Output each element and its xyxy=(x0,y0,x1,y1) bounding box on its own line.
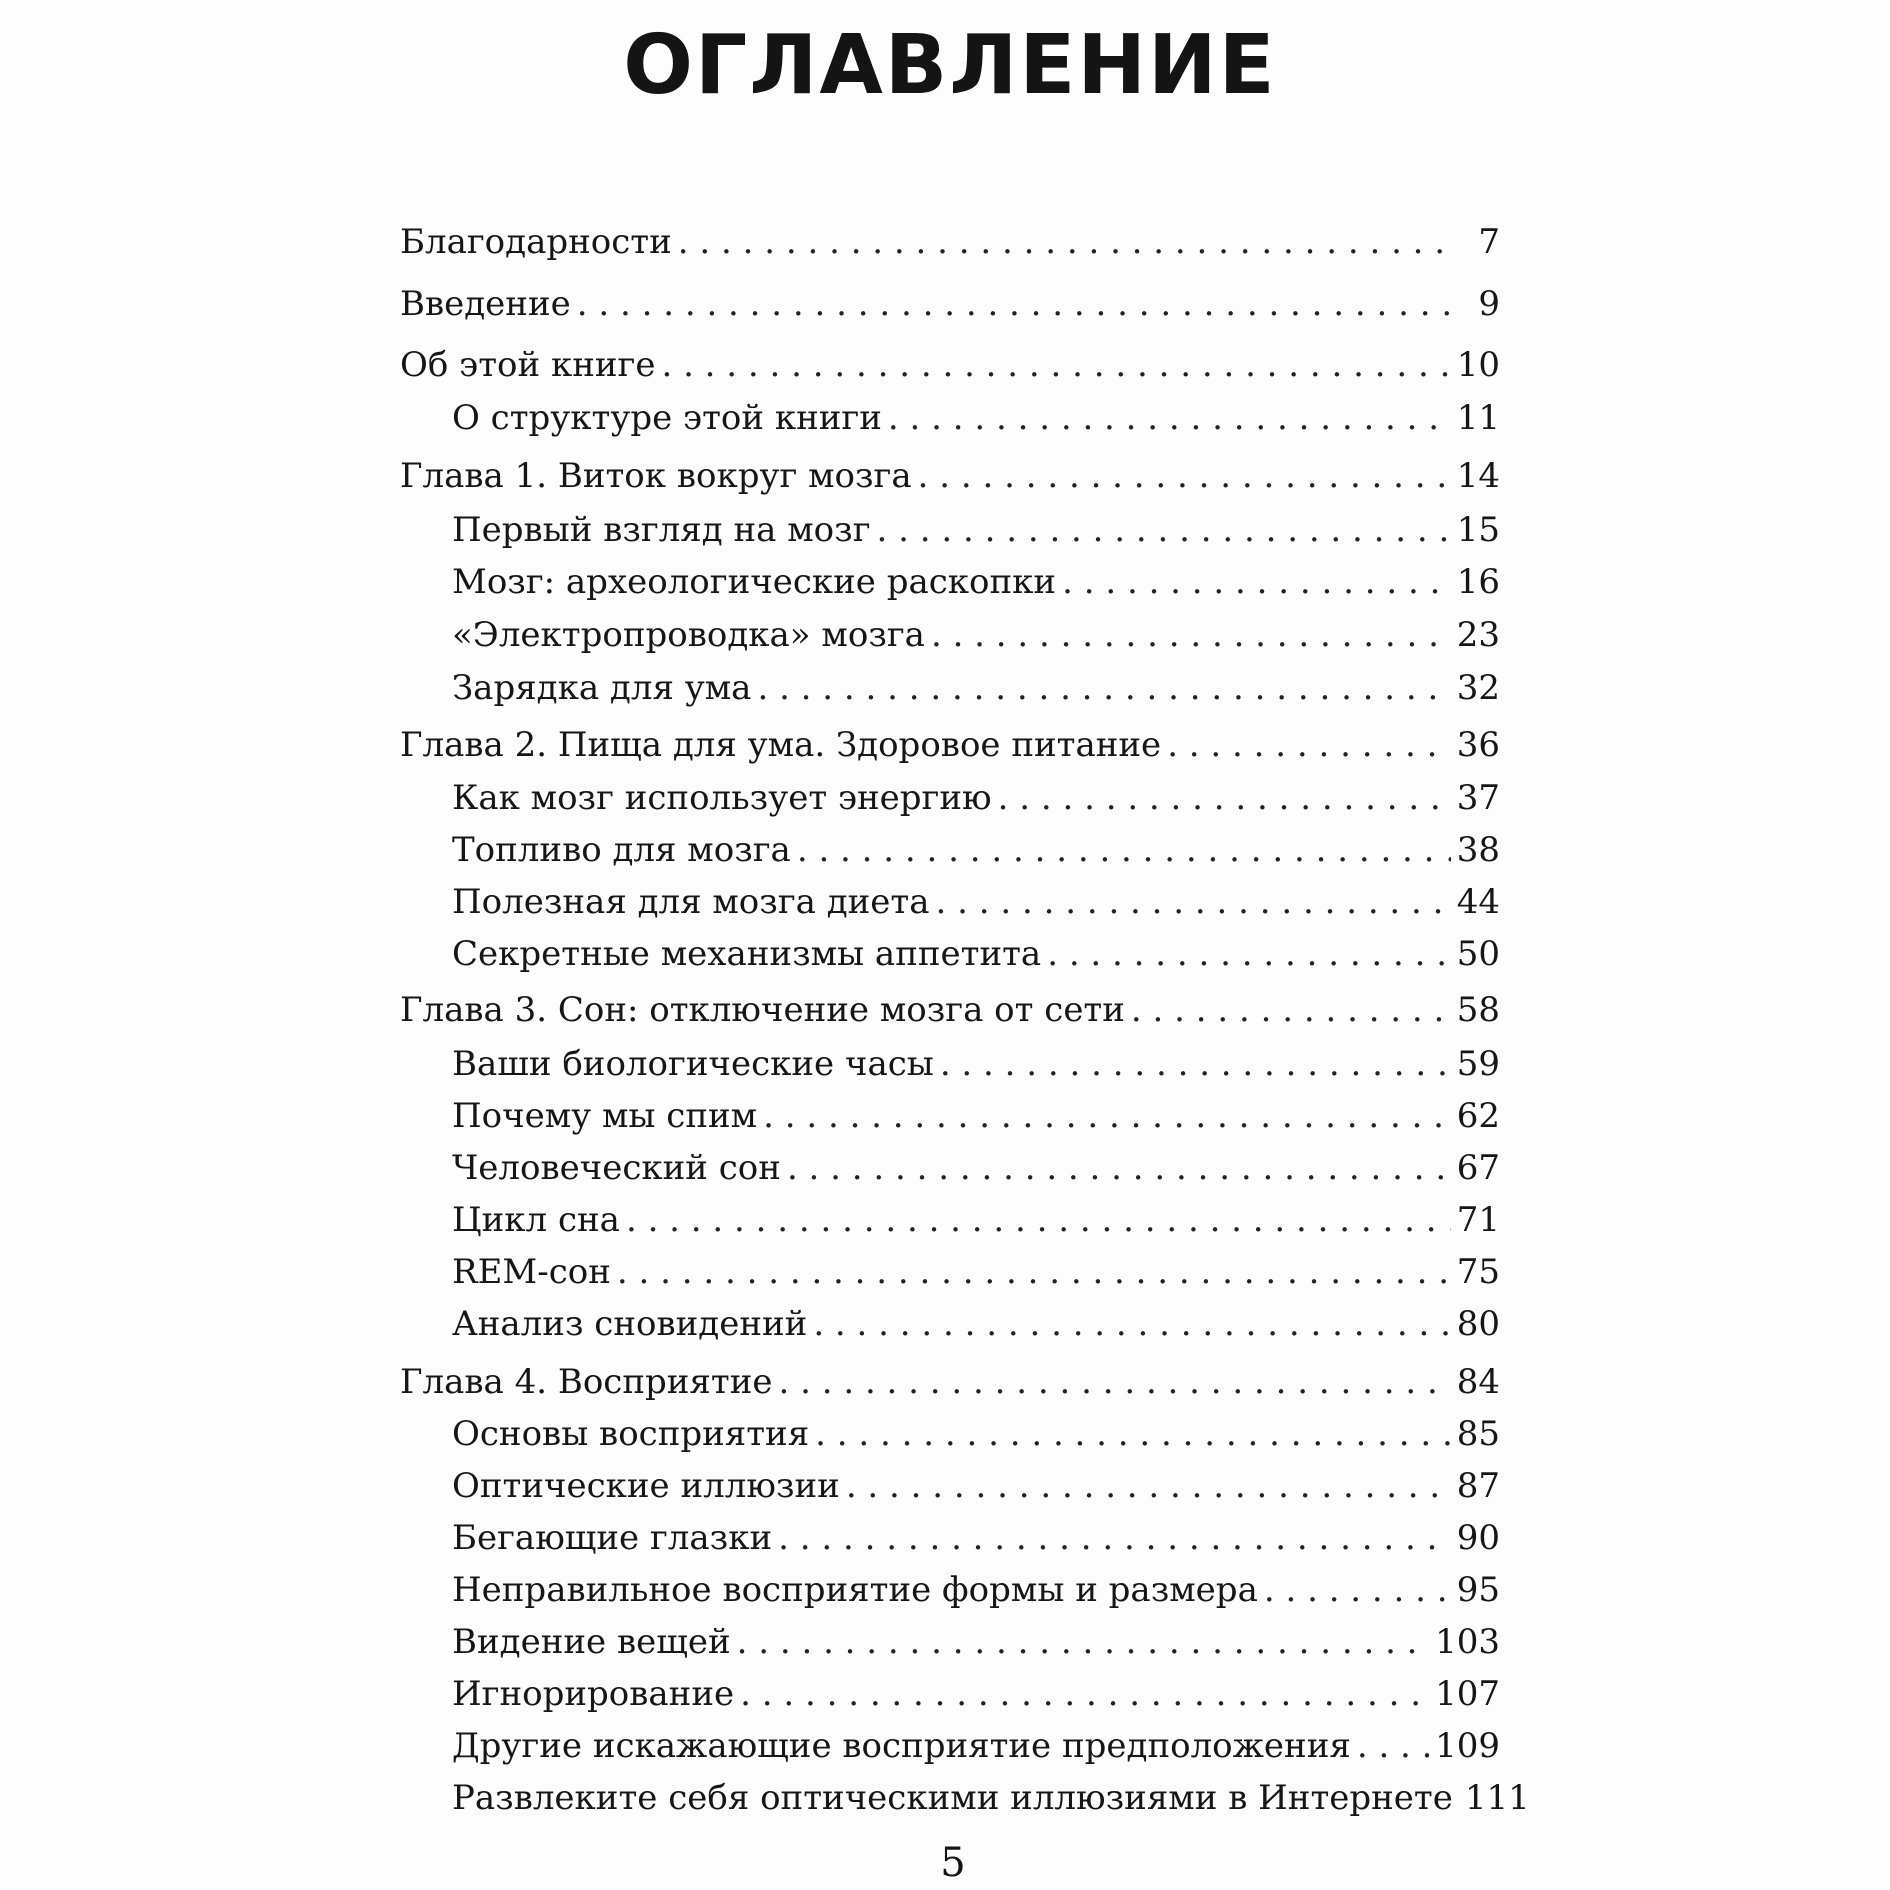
toc-entry-page: 14 xyxy=(1456,456,1500,496)
toc-entry-title: Анализ сновидений xyxy=(452,1304,808,1344)
toc-subentry xyxy=(452,1518,1500,1564)
dot-leader xyxy=(778,1518,1451,1558)
toc-entry-page: 67 xyxy=(1456,1148,1500,1188)
dot-leader xyxy=(626,1200,1451,1240)
toc-entry-title: Неправильное восприятие формы и размера xyxy=(452,1570,1258,1610)
dot-leader xyxy=(1047,934,1451,974)
toc-entry-title: REM-сон xyxy=(452,1252,611,1292)
toc-entry-title: Об этой книге xyxy=(400,345,656,385)
toc-entry-title: Развлеките себя оптическими иллюзиями в Интернете xyxy=(452,1778,1453,1818)
toc-entry-title: Глава 3. Сон: отключение мозга от сети xyxy=(400,990,1125,1030)
toc-subentry xyxy=(452,1414,1500,1460)
toc-subentry xyxy=(452,1726,1500,1772)
dot-leader xyxy=(1357,1726,1429,1766)
dot-leader xyxy=(1167,725,1451,765)
toc-entry xyxy=(400,990,1500,1036)
toc-subentry xyxy=(452,1148,1500,1194)
toc-entry-title: Почему мы спим xyxy=(452,1096,758,1136)
toc-entry-page: 36 xyxy=(1456,725,1500,765)
toc-entry-page: 71 xyxy=(1456,1200,1500,1240)
toc-subentry xyxy=(452,934,1500,980)
toc-entry-page: 44 xyxy=(1456,882,1500,922)
dot-leader xyxy=(815,1414,1451,1454)
dot-leader xyxy=(737,1622,1429,1662)
toc-entry-title: Ваши биологические часы xyxy=(452,1044,934,1084)
dot-leader xyxy=(757,668,1450,708)
toc-entry-title: Глава 4. Восприятие xyxy=(400,1362,773,1402)
toc-entry-page: 109 xyxy=(1435,1726,1500,1766)
toc-entry-page: 103 xyxy=(1435,1622,1500,1662)
dot-leader xyxy=(931,615,1451,655)
toc-entry-title: Видение вещей xyxy=(452,1622,731,1662)
toc-entry-title: Бегающие глазки xyxy=(452,1518,773,1558)
toc-entry-title: Другие искажающие восприятие предположения xyxy=(452,1726,1351,1766)
toc-entry-page: 59 xyxy=(1456,1044,1500,1084)
toc-entry-page: 9 xyxy=(1478,284,1500,324)
toc-entry-page: 7 xyxy=(1478,222,1500,262)
toc-entry-page: 84 xyxy=(1456,1362,1500,1402)
toc-subentry xyxy=(452,510,1500,556)
dot-leader xyxy=(1062,562,1451,602)
dot-leader xyxy=(940,1044,1451,1084)
page-number: 5 xyxy=(940,1840,966,1886)
toc-subentry xyxy=(452,830,1500,876)
toc-subentry xyxy=(452,1044,1500,1090)
dot-leader xyxy=(740,1674,1429,1714)
toc-entry-page: 87 xyxy=(1456,1466,1500,1506)
toc-entry-title: Зарядка для ума xyxy=(452,668,752,708)
toc-entry-page: 75 xyxy=(1456,1252,1500,1292)
toc-entry xyxy=(400,222,1500,268)
toc-entry xyxy=(400,456,1500,502)
dot-leader xyxy=(846,1466,1451,1506)
toc-entry-title: Основы восприятия xyxy=(452,1414,810,1454)
toc-subentry xyxy=(452,668,1500,714)
toc-entry-page: 10 xyxy=(1456,345,1500,385)
toc-entry-page: 90 xyxy=(1456,1518,1500,1558)
toc-entry-title: Цикл сна xyxy=(452,1200,620,1240)
toc-entry-title: Первый взгляд на мозг xyxy=(452,510,871,550)
dot-leader xyxy=(577,284,1454,324)
toc-entry-page: 111 xyxy=(1464,1778,1530,1818)
dot-leader xyxy=(888,398,1451,438)
toc-entry-title: Игнорирование xyxy=(452,1674,735,1714)
dot-leader xyxy=(1131,990,1451,1030)
toc-entry-page: 11 xyxy=(1456,398,1500,438)
toc-entry-title: Благодарности xyxy=(400,222,672,262)
toc-entry-page: 23 xyxy=(1456,615,1500,655)
toc-entry-title: Полезная для мозга диета xyxy=(452,882,930,922)
dot-leader xyxy=(918,456,1451,496)
dot-leader xyxy=(936,882,1451,922)
toc-entry-title: Как мозг использует энергию xyxy=(452,778,992,818)
toc-subentry xyxy=(452,1304,1500,1350)
toc-subentry xyxy=(452,562,1500,608)
toc-subentry xyxy=(452,1674,1500,1720)
dot-leader xyxy=(763,1096,1451,1136)
toc-subentry xyxy=(452,398,1500,444)
dot-leader xyxy=(678,222,1454,262)
toc-entry-title: Секретные механизмы аппетита xyxy=(452,934,1042,974)
toc-entry-title: О структуре этой книги xyxy=(452,398,882,438)
toc-subentry xyxy=(452,1570,1500,1616)
toc-subentry xyxy=(452,1466,1500,1512)
dot-leader xyxy=(998,778,1451,818)
toc-entry-page: 50 xyxy=(1456,934,1500,974)
dot-leader xyxy=(877,510,1451,550)
toc-entry-page: 80 xyxy=(1456,1304,1500,1344)
toc-entry-title: Введение xyxy=(400,284,571,324)
dot-leader xyxy=(617,1252,1451,1292)
toc-subentry xyxy=(452,1200,1500,1246)
toc-entry-page: 32 xyxy=(1456,668,1500,708)
toc-entry xyxy=(400,1362,1500,1408)
toc-entry-title: Мозг: археологические раскопки xyxy=(452,562,1057,602)
toc-entry-page: 37 xyxy=(1456,778,1500,818)
page-title: ОГЛАВЛЕНИЕ xyxy=(623,18,1277,113)
toc-entry-title: Человеческий сон xyxy=(452,1148,781,1188)
toc-entry xyxy=(400,345,1500,391)
toc-subentry xyxy=(452,778,1500,824)
toc-entry-page: 95 xyxy=(1456,1570,1500,1610)
toc-entry-page: 16 xyxy=(1456,562,1500,602)
toc-entry xyxy=(400,725,1500,771)
toc-entry-page: 62 xyxy=(1456,1096,1500,1136)
toc-entry-title: Глава 1. Виток вокруг мозга xyxy=(400,456,912,496)
toc-subentry xyxy=(452,1778,1530,1824)
dot-leader xyxy=(778,1362,1450,1402)
dot-leader xyxy=(813,1304,1450,1344)
toc-entry-page: 107 xyxy=(1435,1674,1500,1714)
dot-leader xyxy=(661,345,1450,385)
toc-subentry xyxy=(452,615,1500,661)
toc-subentry xyxy=(452,882,1500,928)
toc-entry-page: 58 xyxy=(1456,990,1500,1030)
toc-entry xyxy=(400,284,1500,330)
toc-subentry xyxy=(452,1096,1500,1142)
toc-subentry xyxy=(452,1622,1500,1668)
toc-entry-title: «Электропроводка» мозга xyxy=(452,615,925,655)
toc-entry-title: Топливо для мозга xyxy=(452,830,791,870)
dot-leader xyxy=(1264,1570,1451,1610)
dot-leader xyxy=(787,1148,1451,1188)
toc-entry-page: 15 xyxy=(1456,510,1500,550)
dot-leader xyxy=(797,830,1451,870)
table-of-contents xyxy=(400,0,1530,1890)
toc-entry-page: 85 xyxy=(1456,1414,1500,1454)
toc-entry-title: Оптические иллюзии xyxy=(452,1466,840,1506)
toc-entry-page: 38 xyxy=(1456,830,1500,870)
toc-entry-title: Глава 2. Пища для ума. Здоровое питание xyxy=(400,725,1162,765)
toc-subentry xyxy=(452,1252,1500,1298)
